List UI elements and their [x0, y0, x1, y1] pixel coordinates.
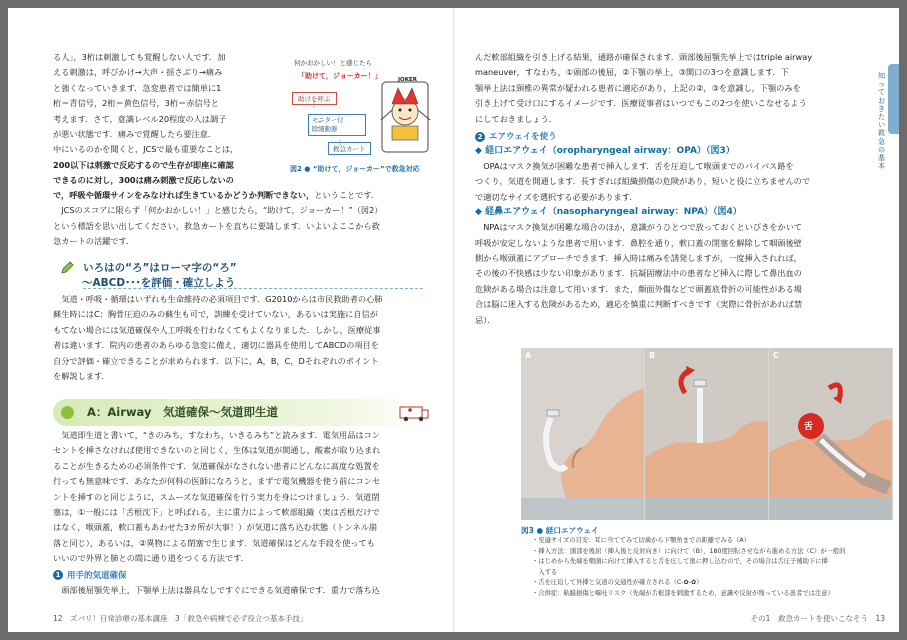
- subheading-1-label: 用手的気道確保: [67, 570, 127, 581]
- text-line: る人」，3桁は刺激しても覚醒しない人です．加: [53, 52, 226, 62]
- text-line: える刺激は，呼びかけ→大声・揺さぶり→痛み: [53, 67, 223, 78]
- opa-title-label: 経口エアウェイ（oropharyngeal airway：OPA）（図3）: [485, 146, 735, 157]
- section-a-banner: [53, 399, 433, 426]
- npa-title: [475, 205, 875, 220]
- text-line: 危険がある場合は注意して用います．また，顔面外傷などで頭蓋底骨折の可能性がある場: [475, 283, 802, 294]
- left-jcs-text: [53, 188, 443, 250]
- diamond-bullet-icon: ◆: [475, 207, 486, 218]
- photo-panel-b: [645, 348, 768, 520]
- text-line-bold: 200以下は刺激で反応するので生存が即座に確認: [53, 159, 234, 170]
- text-line: 者は違います．院内の患者のあらゆる急変に備え，適切に器具を使用してABCDの項目を: [53, 340, 379, 351]
- note-line: ・挿入方法：頭部を後屈（挿入後と反対向き）に向けて（B），180度回転させながら進める方法（C）が一般的: [532, 547, 846, 555]
- text-line: セントを挿さなければ使用できないのと同じく，生体は気道が開通し，酸素が取り込まれ: [53, 445, 381, 456]
- right-footer: その1 救急カートを使いこなそう 13: [750, 614, 885, 623]
- text-line: 頭部後屈顎先挙上，下顎挙上法は器具なしですぐにできる気道確保です．重力で落ち込: [61, 584, 380, 595]
- subheading-2: [475, 130, 875, 144]
- section-a-title: A：Airway 気道確保〜気道即生道: [87, 405, 278, 419]
- fig2-caption: 図2 ● “助けて，ジョーカー”で救急対応: [290, 165, 420, 173]
- joker-illustration-icon: [378, 76, 436, 156]
- ambulance-icon: [399, 403, 429, 423]
- fig3-caption: 図3 ● 経口エアウェイ: [521, 526, 599, 535]
- text-line: 考えます．さて，意識レベル20程度の人は調子: [53, 113, 227, 124]
- fig3-notes: [532, 536, 892, 599]
- text-line: もてない場合には気道確保や人工呼吸を行わなくてもよくなりました．しかし，医療従事: [53, 324, 381, 335]
- fig2-cry: 「助けて，ジョーカー！」: [298, 72, 382, 80]
- text-line: 自分で評価・確立できることが求められます．以下に，A，B，C，Dそれぞれのポイント: [53, 355, 379, 366]
- text-line: 桁＝青信号，2桁＝黄色信号，3桁＝赤信号と: [53, 98, 219, 109]
- pencil-icon: [60, 260, 74, 274]
- text-line: 落と同じ），あるいは，②異物による閉塞で生じます．気道確保はどんな手段を使っても: [53, 537, 375, 548]
- ro-title-line1: いろはの“ろ”はローマ字の“ろ”: [83, 262, 237, 274]
- number-1-icon: 1: [53, 570, 63, 580]
- ro-heading: [60, 256, 440, 290]
- note-line: 入する: [532, 568, 558, 576]
- panel-label: A: [525, 351, 532, 360]
- figure-2: [290, 58, 440, 173]
- left-top-text: [53, 50, 289, 189]
- text-line: つくり，気道を開通します．長すぎれば組織損傷の危険があり，短いと役に立ちませんので: [475, 176, 811, 187]
- fig2-call-help-box: 助けを呼ぶ: [292, 92, 337, 105]
- fig2-monitor-box: モニター付 除細動器: [308, 114, 366, 136]
- panel-label: C: [773, 351, 779, 360]
- text-line: んだ軟部組織を引き上げる結果，通路が確保されます．頭部後屈顎先挙上ではtriple airway: [475, 52, 813, 62]
- npa-title-label: 経鼻エアウェイ（nasopharyngeal airway：NPA）（図4）: [485, 207, 742, 218]
- text-line: 側から喉頭蓋にアプローチできます．挿入時は痛みを誘発しますが，一度挿入されれば，: [475, 253, 802, 264]
- text-tail: ということです．: [314, 190, 380, 200]
- note-line: ・至適サイズの目安：耳に当ててみて切歯から下顎角までの距離でみる（A）: [532, 537, 750, 544]
- text-line: が悪い状態です．痛みで覚醒したら要注意．: [53, 129, 217, 140]
- text-line: 気道・呼吸・循環はいずれも生命維持の必須項目です．G2010からは市民救助者の心肺: [61, 294, 383, 304]
- text-line: 呼吸が安定しないような患者で用います．鼻腔を通り，軟口蓋の閉塞を解除して咽頭後壁: [475, 237, 802, 248]
- number-2-icon: 2: [475, 132, 485, 142]
- chapter-tab-label: 知っておきたい救急の基本: [878, 72, 885, 171]
- text-line: ントを挿すのと同じように，スムーズな気道確保を行う実力を身につけましょう．気道閉: [53, 491, 380, 502]
- opa-title: [475, 144, 875, 159]
- text-line: と強くなっていきます．急変患者では簡単に1: [53, 82, 222, 93]
- text-line: 急カートの活躍です．: [53, 236, 135, 247]
- note-line: ・合併症：粘膜損傷と嘔吐リスク（先端が舌根部を刺激するため，意識や反射が残っている患者では注意）: [532, 589, 834, 597]
- ro-title-line2: 〜ABCD･･･を評価・確立しよう: [82, 277, 236, 289]
- connector-lines: [310, 100, 380, 150]
- text-line: 中にいるのかを聞くと，JCSで最も重要なことは，: [53, 144, 239, 155]
- text-line: maneuver，すなわち，①頭部の後屈，②下顎の挙上，③開口の3つを意識します．下: [475, 67, 789, 78]
- panel-label: B: [649, 351, 656, 360]
- text-line: 引き上げて受け口にするイメージです．医療従事者はいつでもこの2つを使いこなせるよう: [475, 98, 807, 109]
- dashed-divider: [83, 288, 423, 289]
- text-line: ることが生きるための必須条件です．気道確保がなされない患者にどんなに高度な処置を: [53, 460, 380, 471]
- gutter: [453, 8, 455, 632]
- text-line-bold: で，呼吸や循環サインをみなければ生きているかどうか判断できない，: [53, 190, 315, 200]
- text-line: いいので外界と肺との間に通り道をつくる方法です．: [53, 553, 249, 564]
- subheading-1: [53, 569, 438, 583]
- left-footer: 12 ズバリ！日常診療の基本講座 3「救急や病棟で必ず役立つ基本手技」: [53, 614, 308, 623]
- text-line-bold: できるのに対し，300は痛み刺激で反応しないの: [53, 175, 234, 186]
- ro-paragraph: [53, 292, 438, 384]
- text-line: JCSのスコアに限らず「何かおかしい！」と感じたら，“助けて，ジョーカー！”（図2）: [61, 205, 383, 216]
- tongue-label: 舌: [804, 422, 814, 432]
- photo-panel-c: [769, 348, 892, 520]
- text-line: という標語を思い出してください，救急カートを直ちに要請します．いよいよここから救: [53, 220, 380, 231]
- fig2-cart-box: 救急カート: [328, 142, 371, 155]
- text-line: で適切なサイズを選択する必要があります．: [475, 191, 638, 202]
- book-spread: [8, 8, 899, 632]
- text-line: 塞は，①一般には「舌根沈下」と呼ばれる，主に重力によって軟部組織（実は舌根だけで: [53, 507, 380, 518]
- subheading-2-label: エアウェイを使う: [489, 132, 557, 143]
- text-line: その後の不快感は少ない印象があります．抗凝固療法中の患者など挿入に際して鼻出血の: [475, 268, 802, 279]
- section-bullet-icon: [61, 406, 74, 419]
- figure-3-photos: [521, 348, 893, 520]
- right-top-text: [475, 50, 875, 328]
- chapter-tab: [888, 64, 899, 134]
- text-line: にしておきましょう．: [475, 113, 557, 124]
- text-line: 行っても無意味です．あなたが何科の医師になろうと，まずで電気機器を使う前にコンセ: [53, 476, 381, 487]
- text-line: 顎挙上法は頸椎の異常が疑われる患者に適応があり，上記の②，③を意識し，下顎のみを: [475, 82, 801, 93]
- text-line: 気道即生道と書いて，“きのみち，すなわち，いきるみち”と読みます．電気用品はコン: [61, 430, 380, 440]
- note-line: ・舌を圧迫して外挿と気道の交通性が確立される（C-✿-✿）: [532, 579, 703, 586]
- note-line: ・はじめから先端を咽頭に向けて挿入すると舌を圧して奥に押し込むので，その場合は舌圧子補助下に挿: [532, 558, 828, 565]
- text-line: OPAはマスク換気が困難な患者で挿入します．舌を圧迫して喉頭までのバイパス路を: [483, 161, 794, 172]
- text-line: はなく，喉頭蓋，軟口蓋もあわせた3カ所が大事！）が気道に落ち込む状態（トンネル崩: [53, 522, 378, 533]
- text-line: 合は脳に迷入する危険があるため，適応を慎重に判断すべきです（実際に骨折があれば禁: [475, 299, 803, 310]
- diamond-bullet-icon: ◆: [475, 146, 486, 157]
- photo-panel-a: [521, 348, 644, 520]
- text-line: NPAはマスク換気が困難な場合のほか，意識がうひとつで放っておくといびきをかいて: [483, 222, 803, 233]
- fig2-question: 何かおかしい！と感じたら: [294, 59, 372, 67]
- section-a-paragraph: [53, 428, 438, 598]
- text-line: を解説します．: [53, 371, 110, 382]
- text-line: 忌）．: [475, 314, 496, 325]
- joker-label: JOKER: [398, 77, 417, 83]
- text-line: 蘇生時にはC：胸骨圧迫のみの蘇生も可で，訓練を受けていない，あるいは実施に自信が: [53, 309, 378, 320]
